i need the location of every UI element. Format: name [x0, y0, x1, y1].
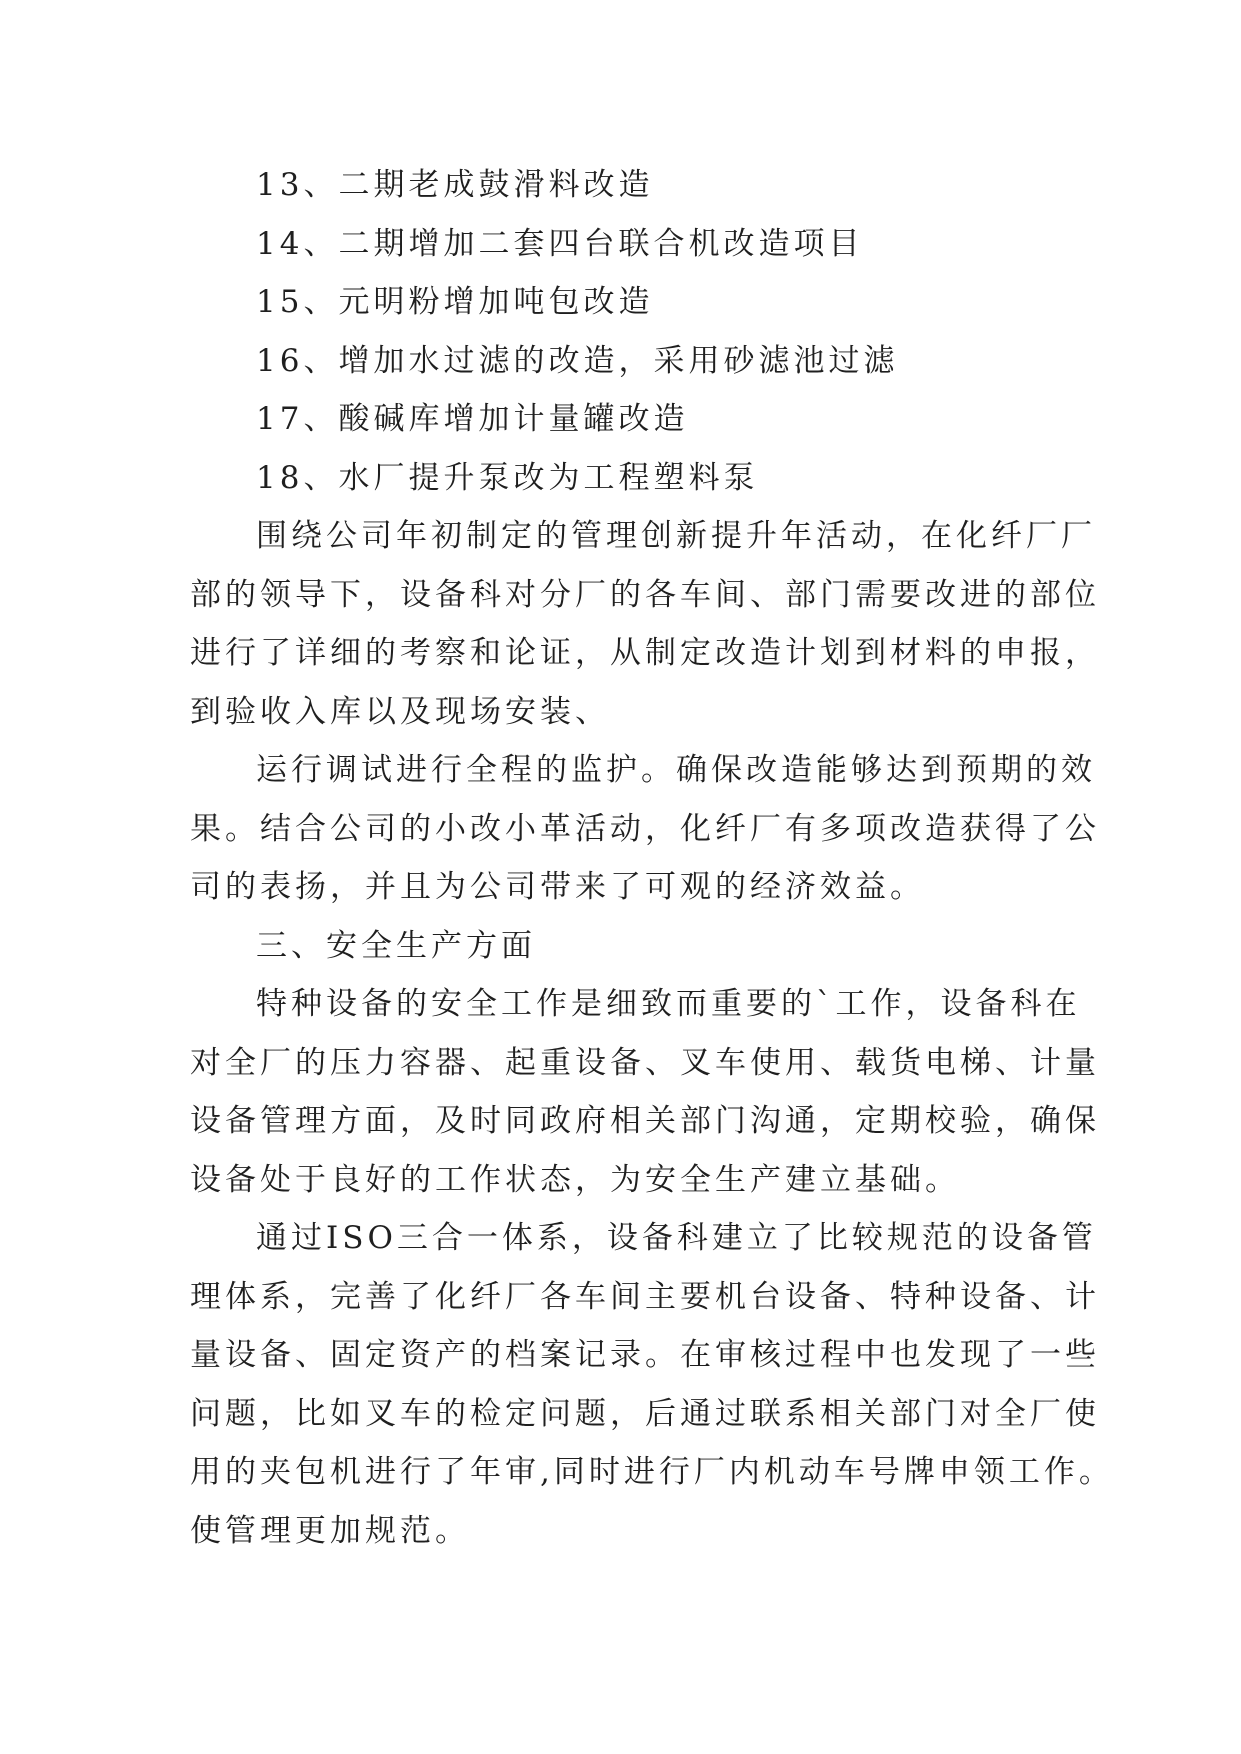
paragraph-line: 司的表扬，并且为公司带来了可观的经济效益。: [190, 869, 925, 905]
paragraph-line: 果。结合公司的小改小革活动，化纤厂有多项改造获得了公: [190, 810, 1100, 847]
paragraph-line: 运行调试进行全程的监护。确保改造能够达到预期的效: [256, 752, 1096, 788]
paragraph-line: 到验收入库以及现场安装、: [190, 693, 610, 730]
list-item-18: 18、水厂提升泵改为工程塑料泵: [256, 459, 759, 496]
list-item-14: 14、二期增加二套四台联合机改造项目: [256, 225, 864, 262]
paragraph-line: 围绕公司年初制定的管理创新提升年活动，在化纤厂厂: [256, 518, 1096, 554]
paragraph-line: 问题，比如叉车的检定问题，后通过联系相关部门对全厂使: [190, 1395, 1100, 1432]
paragraph-line: 特种设备的安全工作是细致而重要的`工作，设备科在: [256, 986, 1081, 1022]
paragraph-line: 设备管理方面，及时同政府相关部门沟通，定期校验，确保: [190, 1103, 1100, 1139]
list-item-15: 15、元明粉增加吨包改造: [256, 284, 654, 320]
paragraph-line: 部的领导下，设备科对分厂的各车间、部门需要改进的部位: [190, 576, 1100, 613]
paragraph-line: 用的夹包机进行了年审,同时进行厂内机动车号牌申领工作。: [190, 1454, 1114, 1490]
paragraph-line: 使管理更加规范。: [190, 1512, 470, 1549]
paragraph-line: 设备处于良好的工作状态，为安全生产建立基础。: [190, 1161, 960, 1198]
paragraph-line: 进行了详细的考察和论证，从制定改造计划到材料的申报，: [190, 635, 1100, 671]
paragraph-line: 对全厂的压力容器、起重设备、叉车使用、载货电梯、计量: [190, 1044, 1100, 1081]
list-item-16: 16、增加水过滤的改造，采用砂滤池过滤: [256, 342, 899, 379]
paragraph-line: 量设备、固定资产的档案记录。在审核过程中也发现了一些: [190, 1337, 1100, 1373]
section-heading: 三、安全生产方面: [256, 927, 536, 964]
list-item-13: 13、二期老成鼓滑料改造: [256, 167, 654, 203]
paragraph-line: 理体系，完善了化纤厂各车间主要机台设备、特种设备、计: [190, 1278, 1100, 1315]
list-item-17: 17、酸碱库增加计量罐改造: [256, 401, 689, 437]
paragraph-line: 通过ISO三合一体系，设备科建立了比较规范的设备管: [256, 1220, 1097, 1256]
document-body: [190, 156, 1114, 1560]
